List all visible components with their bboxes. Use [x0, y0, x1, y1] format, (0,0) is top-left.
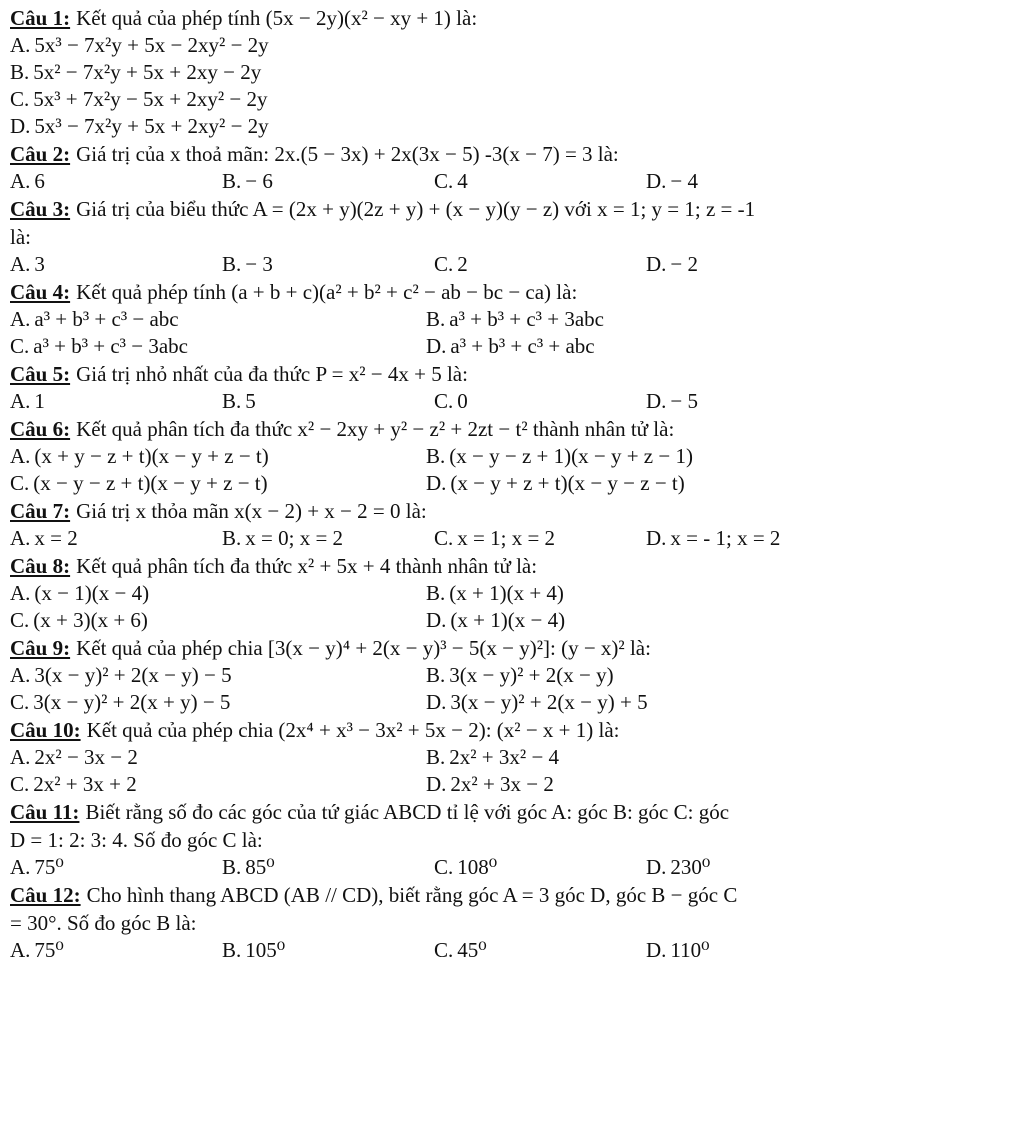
option-letter: D.: [426, 772, 447, 796]
option-letter: B.: [426, 745, 446, 769]
answer-option-b: [426, 580, 842, 607]
option-text: x = 2: [34, 526, 78, 550]
option-text: 5x³ + 7x²y − 5x + 2xy² − 2y: [33, 87, 268, 111]
option-letter: D.: [646, 855, 667, 879]
option-text: 2x² − 3x − 2: [34, 745, 138, 769]
answer-option-b: [222, 854, 434, 881]
question-number: Câu 9:: [10, 636, 71, 660]
option-letter: A.: [10, 855, 31, 879]
option-text: 5x³ − 7x²y + 5x − 2xy² − 2y: [34, 33, 269, 57]
question-stem: [10, 415, 1016, 443]
option-letter: C.: [434, 169, 454, 193]
question-number: Câu 6:: [10, 417, 71, 441]
question-number: Câu 12:: [10, 883, 81, 907]
option-text: 0: [457, 389, 468, 413]
option-text: 75⁰: [34, 855, 64, 879]
answer-option-b: [222, 388, 434, 415]
option-letter: B.: [426, 307, 446, 331]
question-1: [10, 4, 1016, 140]
answer-option-a: [10, 662, 426, 689]
answer-option-a: [10, 580, 426, 607]
question-stem: [10, 716, 1016, 744]
option-letter: D.: [646, 526, 667, 550]
answer-options: [10, 443, 1016, 497]
answer-option-a: [10, 443, 426, 470]
question-number: Câu 11:: [10, 800, 80, 824]
answer-option-c: [10, 470, 426, 497]
option-text: (x + 1)(x + 4): [449, 581, 564, 605]
option-text: 1: [34, 389, 45, 413]
answer-option-d: [10, 113, 1016, 140]
option-letter: B.: [222, 389, 242, 413]
option-text: 3: [34, 252, 45, 276]
option-text: (x + 3)(x + 6): [33, 608, 148, 632]
question-stem: [10, 798, 1016, 826]
question-stem: [10, 195, 1016, 223]
question-3: [10, 195, 1016, 278]
question-number: Câu 4:: [10, 280, 71, 304]
option-text: 3(x − y)² + 2(x − y) − 5: [34, 663, 232, 687]
option-letter: B.: [426, 663, 446, 687]
answer-option-b: [10, 59, 1016, 86]
option-text: 2x² + 3x² − 4: [449, 745, 560, 769]
question-5: [10, 360, 1016, 415]
option-text: 105⁰: [245, 938, 286, 962]
option-letter: D.: [646, 389, 667, 413]
question-10: [10, 716, 1016, 798]
option-letter: D.: [10, 114, 31, 138]
option-text: − 5: [670, 389, 699, 413]
option-text: 45⁰: [457, 938, 487, 962]
answer-option-b: [222, 168, 434, 195]
option-text: 85⁰: [245, 855, 275, 879]
answer-option-a: [10, 388, 222, 415]
option-letter: D.: [426, 334, 447, 358]
question-11: [10, 798, 1016, 881]
answer-option-c: [434, 251, 646, 278]
answer-options: [10, 306, 1016, 360]
answer-option-c: [434, 854, 646, 881]
answer-option-a: [10, 251, 222, 278]
question-stem: [10, 497, 1016, 525]
answer-option-c: [10, 689, 426, 716]
question-stem: [10, 360, 1016, 388]
question-number: Câu 1:: [10, 6, 71, 30]
option-text: (x + 1)(x − 4): [450, 608, 566, 632]
option-letter: C.: [10, 772, 30, 796]
answer-option-c: [434, 937, 646, 964]
option-text: 6: [34, 169, 45, 193]
option-letter: B.: [426, 444, 446, 468]
answer-option-d: [646, 854, 858, 881]
question-6: [10, 415, 1016, 497]
option-letter: C.: [10, 471, 30, 495]
question-number: Câu 2:: [10, 142, 71, 166]
answer-option-c: [434, 388, 646, 415]
option-letter: A.: [10, 745, 31, 769]
option-letter: D.: [646, 169, 667, 193]
question-text-continued: D = 1: 2: 3: 4. Số đo góc C là:: [10, 828, 263, 852]
question-number: Câu 10:: [10, 718, 81, 742]
option-text: 2x² + 3x − 2: [450, 772, 554, 796]
option-letter: A.: [10, 252, 31, 276]
answer-options: [10, 937, 1016, 964]
option-letter: A.: [10, 307, 31, 331]
option-text: a³ + b³ + c³ − abc: [34, 307, 179, 331]
answer-option-c: [10, 607, 426, 634]
question-text: Kết quả phân tích đa thức x² − 2xy + y² − z² + 2zt − t² thành nhân tử là:: [76, 417, 675, 441]
option-letter: B.: [222, 855, 242, 879]
answer-option-b: [426, 443, 842, 470]
answer-option-d: [646, 251, 858, 278]
option-letter: D.: [426, 690, 447, 714]
option-text: 2: [457, 252, 468, 276]
question-12: [10, 881, 1016, 964]
question-number: Câu 8:: [10, 554, 71, 578]
answer-options: [10, 744, 1016, 798]
option-text: a³ + b³ + c³ + 3abc: [449, 307, 604, 331]
answer-option-d: [426, 333, 842, 360]
question-2: [10, 140, 1016, 195]
answer-option-b: [222, 525, 434, 552]
question-stem: [10, 278, 1016, 306]
answer-options: [10, 662, 1016, 716]
option-text: (x − y + z + t)(x − y − z − t): [450, 471, 685, 495]
question-text: Kết quả của phép tính (5x − 2y)(x² − xy + 1) là:: [76, 6, 478, 30]
option-letter: D.: [646, 252, 667, 276]
answer-option-a: [10, 937, 222, 964]
question-stem: [10, 552, 1016, 580]
option-text: 3(x − y)² + 2(x − y): [449, 663, 614, 687]
answer-option-a: [10, 525, 222, 552]
question-8: [10, 552, 1016, 634]
option-letter: C.: [10, 334, 30, 358]
answer-option-d: [426, 689, 842, 716]
question-text: Kết quả phép tính (a + b + c)(a² + b² + c² − ab − bc − ca) là:: [76, 280, 578, 304]
answer-option-d: [646, 388, 858, 415]
question-number: Câu 5:: [10, 362, 71, 386]
answer-option-a: [10, 306, 426, 333]
option-letter: A.: [10, 389, 31, 413]
question-text: Giá trị nhỏ nhất của đa thức P = x² − 4x + 5 là:: [76, 362, 468, 386]
option-text: 3(x − y)² + 2(x + y) − 5: [33, 690, 231, 714]
option-text: (x − y − z + 1)(x − y + z − 1): [449, 444, 693, 468]
option-text: 5x² − 7x²y + 5x + 2xy − 2y: [33, 60, 262, 84]
question-stem: [10, 4, 1016, 32]
answer-option-a: [10, 168, 222, 195]
answer-option-b: [426, 662, 842, 689]
option-text: − 4: [670, 169, 699, 193]
question-text: Biết rằng số đo các góc của tứ giác ABCD tỉ lệ với góc A: góc B: góc C: góc: [85, 800, 730, 824]
answer-options: [10, 580, 1016, 634]
answer-option-b: [426, 744, 842, 771]
answer-option-b: [222, 937, 434, 964]
answer-options: [10, 525, 1016, 552]
question-text: Kết quả của phép chia [3(x − y)⁴ + 2(x − y)³ − 5(x − y)²]: (y − x)² là:: [76, 636, 651, 660]
question-number: Câu 7:: [10, 499, 71, 523]
option-letter: C.: [10, 608, 30, 632]
option-letter: C.: [434, 855, 454, 879]
question-text: Cho hình thang ABCD (AB // CD), biết rằng góc A = 3 góc D, góc B − góc C: [86, 883, 738, 907]
answer-option-d: [646, 168, 858, 195]
question-text: Kết quả phân tích đa thức x² + 5x + 4 thành nhân tử là:: [76, 554, 538, 578]
answer-option-d: [646, 937, 858, 964]
question-text-continued: là:: [10, 225, 31, 249]
option-text: − 3: [245, 252, 273, 276]
question-stem: [10, 634, 1016, 662]
answer-option-a: [10, 744, 426, 771]
answer-option-d: [426, 771, 842, 798]
option-text: a³ + b³ + c³ + abc: [450, 334, 595, 358]
option-text: 5x³ − 7x²y + 5x + 2xy² − 2y: [34, 114, 269, 138]
question-stem: [10, 140, 1016, 168]
answer-options: [10, 854, 1016, 881]
option-text: − 2: [670, 252, 699, 276]
option-text: 75⁰: [34, 938, 64, 962]
option-letter: B.: [10, 60, 30, 84]
question-text-continued: = 30°. Số đo góc B là:: [10, 911, 197, 935]
question-text: Giá trị x thỏa mãn x(x − 2) + x − 2 = 0 là:: [76, 499, 427, 523]
option-letter: C.: [10, 87, 30, 111]
option-letter: A.: [10, 663, 31, 687]
question-number: Câu 3:: [10, 197, 71, 221]
option-letter: B.: [222, 938, 242, 962]
option-text: (x − y − z + t)(x − y + z − t): [33, 471, 268, 495]
option-letter: C.: [434, 526, 454, 550]
option-letter: D.: [426, 608, 447, 632]
answer-option-b: [426, 306, 842, 333]
option-letter: B.: [222, 169, 242, 193]
question-text: Giá trị của x thoả mãn: 2x.(5 − 3x) + 2x(3x − 5) -3(x − 7) = 3 là:: [76, 142, 619, 166]
question-text: Giá trị của biểu thức A = (2x + y)(2z + y) + (x − y)(y − z) với x = 1; y = 1; z = -1: [76, 197, 756, 221]
question-stem: [10, 881, 1016, 909]
answer-option-c: [10, 86, 1016, 113]
answer-option-d: [646, 525, 858, 552]
option-text: x = 0; x = 2: [245, 526, 344, 550]
answer-option-a: [10, 32, 1016, 59]
option-text: (x − 1)(x − 4): [34, 581, 150, 605]
answer-options: [10, 168, 1016, 195]
option-text: a³ + b³ + c³ − 3abc: [33, 334, 188, 358]
option-letter: A.: [10, 938, 31, 962]
option-text: − 6: [245, 169, 273, 193]
answer-option-b: [222, 251, 434, 278]
option-letter: B.: [222, 526, 242, 550]
option-text: 110⁰: [670, 938, 710, 962]
question-9: [10, 634, 1016, 716]
option-text: 230⁰: [670, 855, 711, 879]
answer-options: [10, 388, 1016, 415]
answer-option-c: [10, 771, 426, 798]
option-text: 108⁰: [457, 855, 498, 879]
option-letter: D.: [646, 938, 667, 962]
question-text: Kết quả của phép chia (2x⁴ + x³ − 3x² + 5x − 2): (x² − x + 1) là:: [86, 718, 620, 742]
option-letter: D.: [426, 471, 447, 495]
option-text: 2x² + 3x + 2: [33, 772, 137, 796]
option-letter: C.: [434, 389, 454, 413]
option-letter: C.: [10, 690, 30, 714]
option-text: x = 1; x = 2: [457, 526, 556, 550]
option-text: x = - 1; x = 2: [670, 526, 781, 550]
answer-option-d: [426, 607, 842, 634]
option-letter: A.: [10, 33, 31, 57]
option-letter: A.: [10, 169, 31, 193]
option-letter: C.: [434, 938, 454, 962]
answer-option-d: [426, 470, 842, 497]
option-text: 3(x − y)² + 2(x − y) + 5: [450, 690, 648, 714]
answer-option-a: [10, 854, 222, 881]
option-letter: C.: [434, 252, 454, 276]
answer-option-c: [434, 525, 646, 552]
question-7: [10, 497, 1016, 552]
option-letter: B.: [426, 581, 446, 605]
option-text: 5: [245, 389, 256, 413]
answer-options: [10, 251, 1016, 278]
answer-option-c: [434, 168, 646, 195]
option-letter: A.: [10, 444, 31, 468]
answer-options: [10, 32, 1016, 140]
answer-option-c: [10, 333, 426, 360]
option-letter: B.: [222, 252, 242, 276]
option-text: 4: [457, 169, 468, 193]
question-4: [10, 278, 1016, 360]
option-letter: A.: [10, 581, 31, 605]
option-letter: A.: [10, 526, 31, 550]
option-text: (x + y − z + t)(x − y + z − t): [34, 444, 269, 468]
